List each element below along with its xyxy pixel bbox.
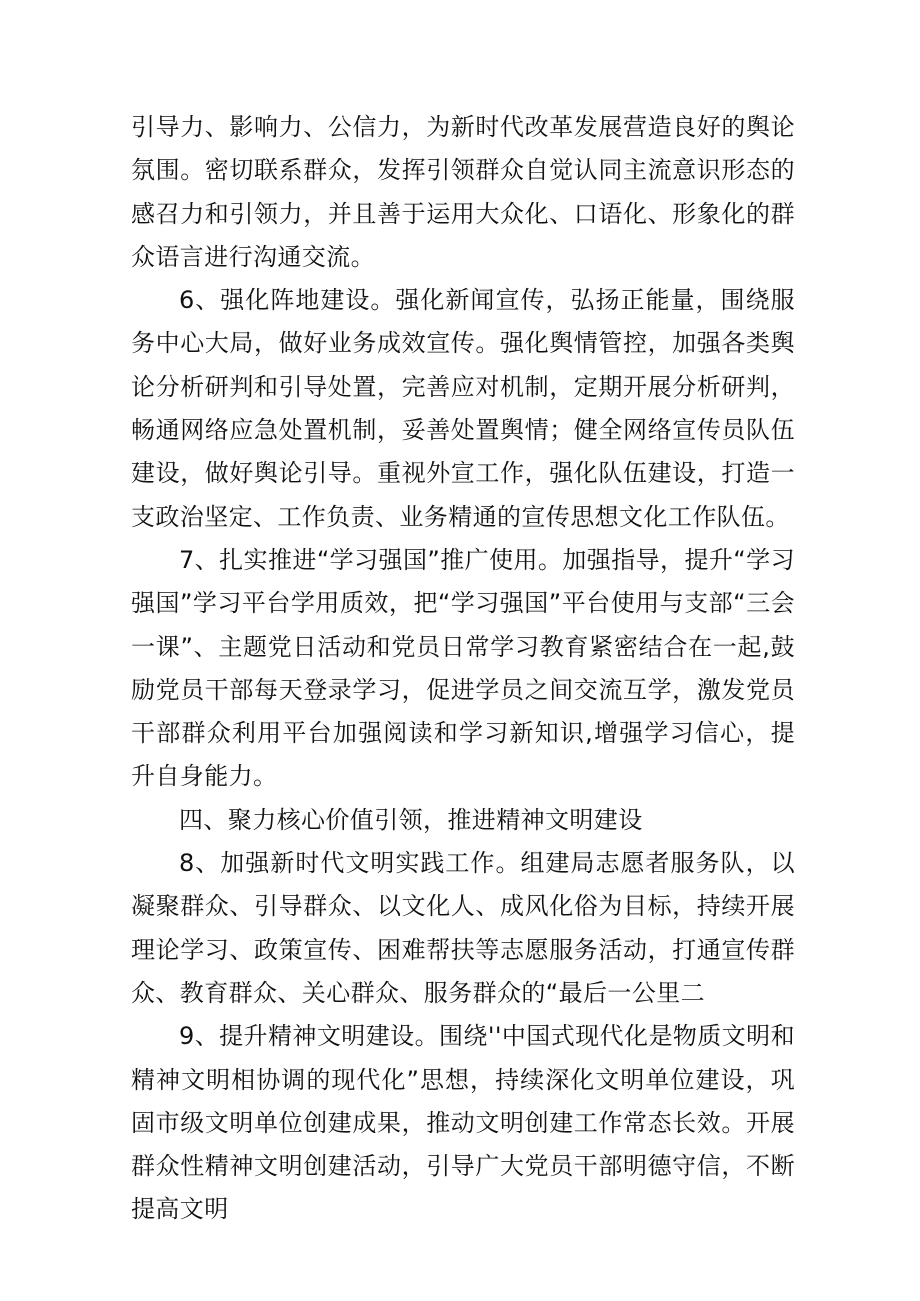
paragraph-item-7: 7、扎实推进“学习强国”推广使用。加强指导，提升“学习强国”学习平台学用质效，把“学习强国”平台使用与支部“三会一课”、主题党日活动和党员日常学习教育紧密结合在一起,鼓励党员干部每天登录学习，促进学员之间交流互学，激发党员干部群众利用平台加强阅读和学习新知识,增强学习信心，提升自身能力。 <box>131 545 795 791</box>
paragraph-continued: 引导力、影响力、公信力，为新时代改革发展营造良好的舆论氛围。密切联系群众，发挥引领群众自觉认同主流意识形态的感召力和引领力，并且善于运用大众化、口语化、形象化的群众语言进行沟通交流。 <box>131 113 795 271</box>
section-heading-4: 四、聚力核心价值引领，推进精神文明建设 <box>179 805 643 834</box>
paragraph-item-9: 9、提升精神文明建设。围绕''中国式现代化是物质文明和精神文明相协调的现代化”思想，持续深化文明单位建设，巩固市级文明单位创建成果，推动文明创建工作常态长效。开展群众性精神文明创建活动，引导广大党员干部明德守信，不断提高文明 <box>131 1022 795 1224</box>
paragraph-item-8: 8、加强新时代文明实践工作。组建局志愿者服务队，以凝聚群众、引导群众、以文化人、成风化俗为目标，持续开展理论学习、政策宣传、困难帮扶等志愿服务活动，打通宣传群众、教育群众、关心群众、服务群众的“最后一公里二 <box>131 849 795 1007</box>
paragraph-item-6: 6、强化阵地建设。强化新闻宣传，弘扬正能量，围绕服务中心大局，做好业务成效宣传。强化舆情管控，加强各类舆论分析研判和引导处置，完善应对机制，定期开展分析研判，畅通网络应急处置机制，妥善处置舆情；健全网络宣传员队伍建设，做好舆论引导。重视外宣工作，强化队伍建设，打造一支政治坚定、工作负责、业务精通的宣传思想文化工作队伍。 <box>131 286 795 531</box>
document-body <box>131 106 795 1232</box>
